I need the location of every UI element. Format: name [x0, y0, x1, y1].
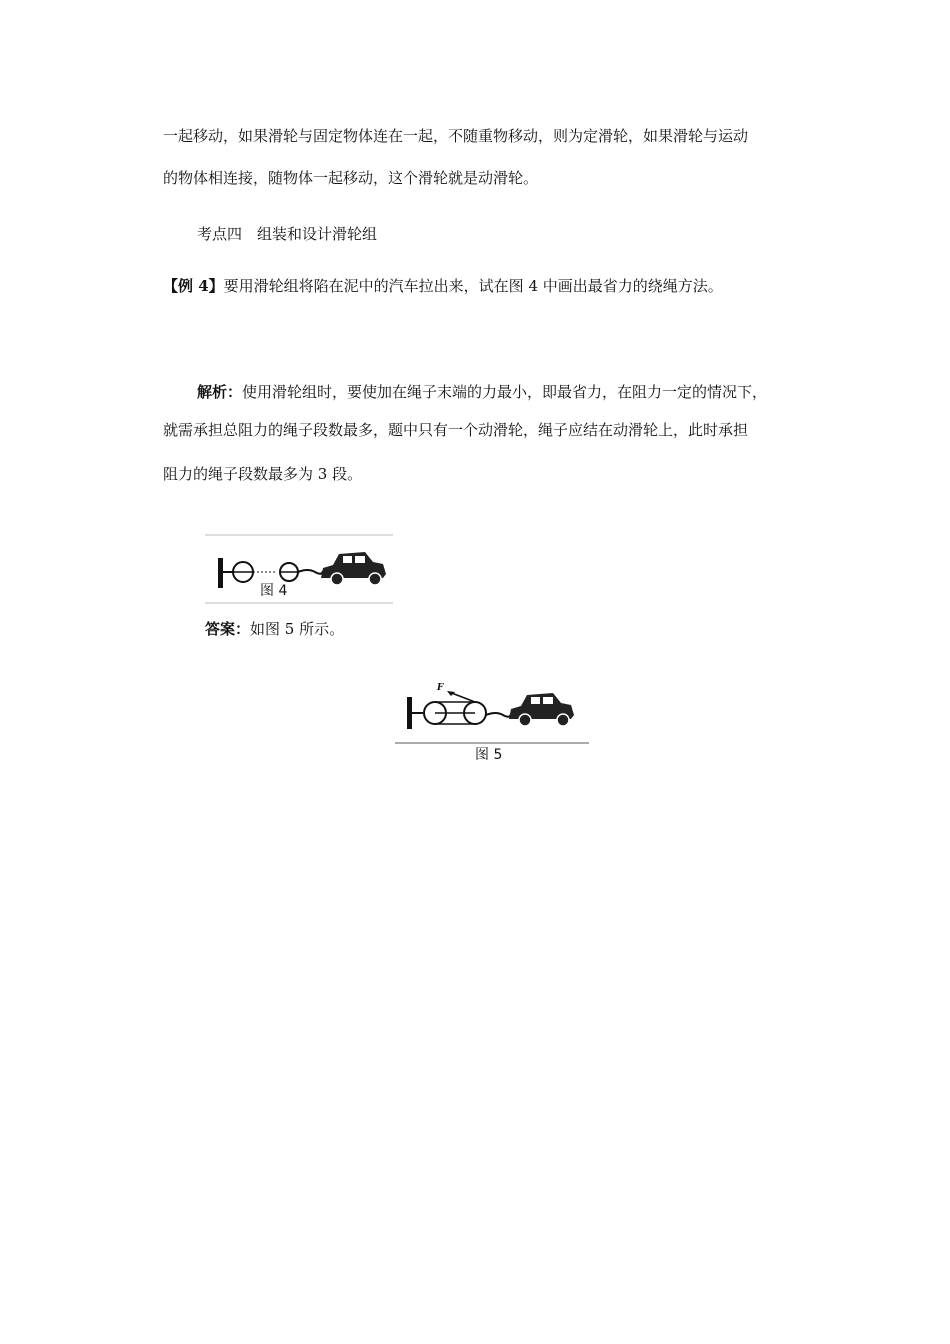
analysis-line-1 [197, 382, 767, 402]
wall-icon [407, 697, 412, 729]
force-label: F [437, 683, 444, 693]
car-icon [321, 552, 386, 585]
example-text: 要用滑轮组将陷在泥中的汽车拉出来，试在图 4 中画出最省力的绕绳方法。 [223, 277, 723, 295]
example-4 [163, 276, 723, 296]
figure-4 [205, 534, 395, 606]
figure-4-caption: 图 4 [260, 583, 288, 599]
car-icon [509, 693, 574, 726]
analysis-label: 解析： [197, 383, 243, 401]
answer-line [205, 619, 344, 639]
figure-5 [393, 683, 593, 765]
figure-5-caption: 图 5 [475, 747, 503, 763]
analysis-line-3: 阻力的绳子段数最多为 3 段。 [163, 465, 363, 483]
figure-4-drawing [205, 534, 395, 606]
wall-icon [218, 558, 223, 588]
answer-text: 如图 5 所示。 [250, 620, 345, 638]
example-label: 【例 4】 [163, 277, 224, 295]
section-heading: 考点四 组装和设计滑轮组 [197, 225, 378, 243]
paragraph-line-1: 一起移动，如果滑轮与固定物体连在一起，不随重物移动，则为定滑轮，如果滑轮与运动 [163, 127, 749, 145]
analysis-line-2: 就需承担总阻力的绳子段数最多，题中只有一个动滑轮，绳子应结在动滑轮上，此时承担 [163, 421, 749, 439]
paragraph-line-2: 的物体相连接，随物体一起移动，这个滑轮就是动滑轮。 [163, 169, 539, 187]
answer-label: 答案： [205, 620, 251, 638]
analysis-text-1: 使用滑轮组时，要使加在绳子末端的力最小，即最省力，在阻力一定的情况下， [242, 383, 768, 401]
